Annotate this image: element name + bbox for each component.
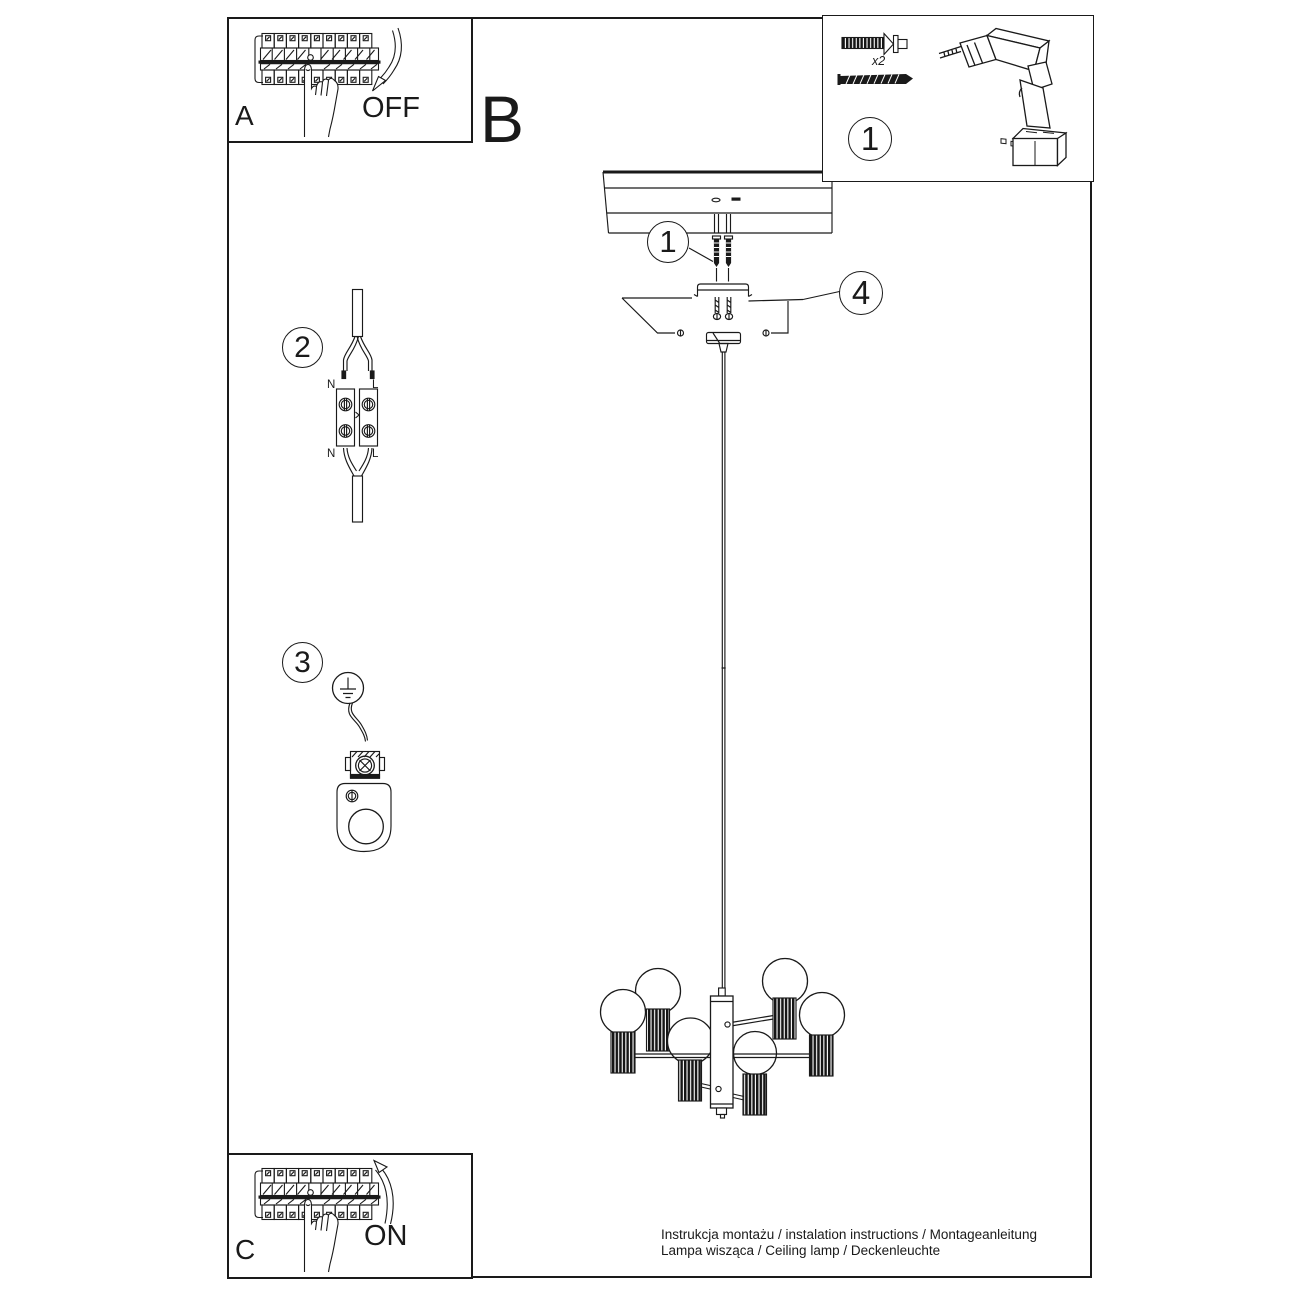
wire-label-live-top: L xyxy=(372,379,379,391)
panel-a-label: A xyxy=(235,100,254,131)
callout-wiring-2-number: 2 xyxy=(294,330,311,364)
panel-a-power-off xyxy=(227,17,473,143)
callout-ground-3 xyxy=(282,642,323,683)
section-b-label: B xyxy=(480,82,525,156)
callout-tools-1-number: 1 xyxy=(860,120,880,157)
wire-label-neutral-top: N xyxy=(327,379,336,391)
footer-title-line: Instrukcja montażu / instalation instructions / Montageanleitung xyxy=(661,1227,1037,1242)
callout-anchors-1 xyxy=(647,221,689,263)
panel-c-action-label: ON xyxy=(364,1220,408,1252)
drawing-frame xyxy=(227,17,1092,1278)
callout-bracket-4 xyxy=(839,271,883,315)
panel-c-power-on xyxy=(227,1153,473,1279)
anchor-quantity-label: x2 xyxy=(872,54,886,68)
callout-wiring-2 xyxy=(282,327,323,368)
callout-tools-1 xyxy=(848,117,892,161)
wire-label-live-bottom: L xyxy=(372,448,379,460)
panel-c-label: C xyxy=(235,1234,256,1265)
panel-a-action-label: OFF xyxy=(362,92,420,124)
wire-label-neutral-bottom: N xyxy=(327,448,336,460)
callout-ground-3-number: 3 xyxy=(294,645,311,679)
callout-bracket-4-number: 4 xyxy=(851,274,871,311)
callout-anchors-1-number: 1 xyxy=(659,224,677,259)
footer-product-line: Lampa wisząca / Ceiling lamp / Deckenleuchte xyxy=(661,1243,941,1258)
